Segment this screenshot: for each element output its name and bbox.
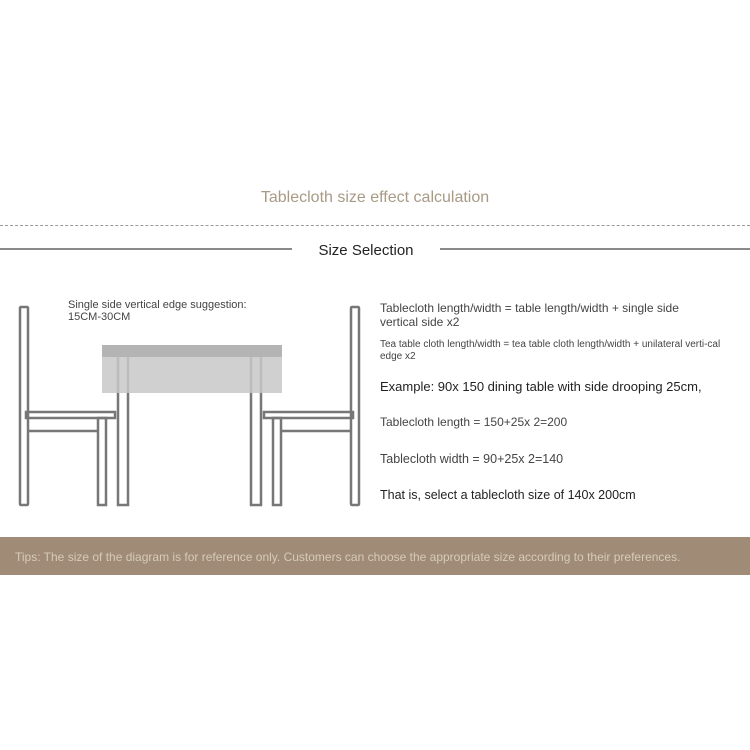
right-chair xyxy=(264,307,359,505)
tea-table-formula: Tea table cloth length/width = tea table cloth length/width + unilateral verti-cal edge x2 xyxy=(380,339,721,362)
section-divider-right xyxy=(440,248,750,250)
size-conclusion: That is, select a tablecloth size of 140x 200cm xyxy=(380,488,636,502)
tips-bar xyxy=(0,537,750,575)
table-chairs-illustration xyxy=(0,295,370,515)
tablecloth-formula: Tablecloth length/width = table length/width + single side vertical side x2 xyxy=(380,301,679,329)
tablecloth xyxy=(102,345,282,393)
left-chair xyxy=(20,307,115,505)
length-calculation: Tablecloth length = 150+25x 2=200 xyxy=(380,415,568,429)
example-text: Example: 90x 150 dining table with side drooping 25cm, xyxy=(380,379,702,394)
section-divider-left xyxy=(0,248,292,250)
dashed-divider xyxy=(0,225,750,226)
width-calculation: Tablecloth width = 90+25x 2=140 xyxy=(380,452,564,466)
section-title: Size Selection xyxy=(318,242,414,259)
vertical-edge-suggestion: Single side vertical edge suggestion: 15CM-30CM xyxy=(68,299,247,323)
page-title: Tablecloth size effect calculation xyxy=(260,189,490,206)
tips-text: Tips: The size of the diagram is for reference only. Customers can choose the appropriate size according to their preferences. xyxy=(15,550,681,564)
